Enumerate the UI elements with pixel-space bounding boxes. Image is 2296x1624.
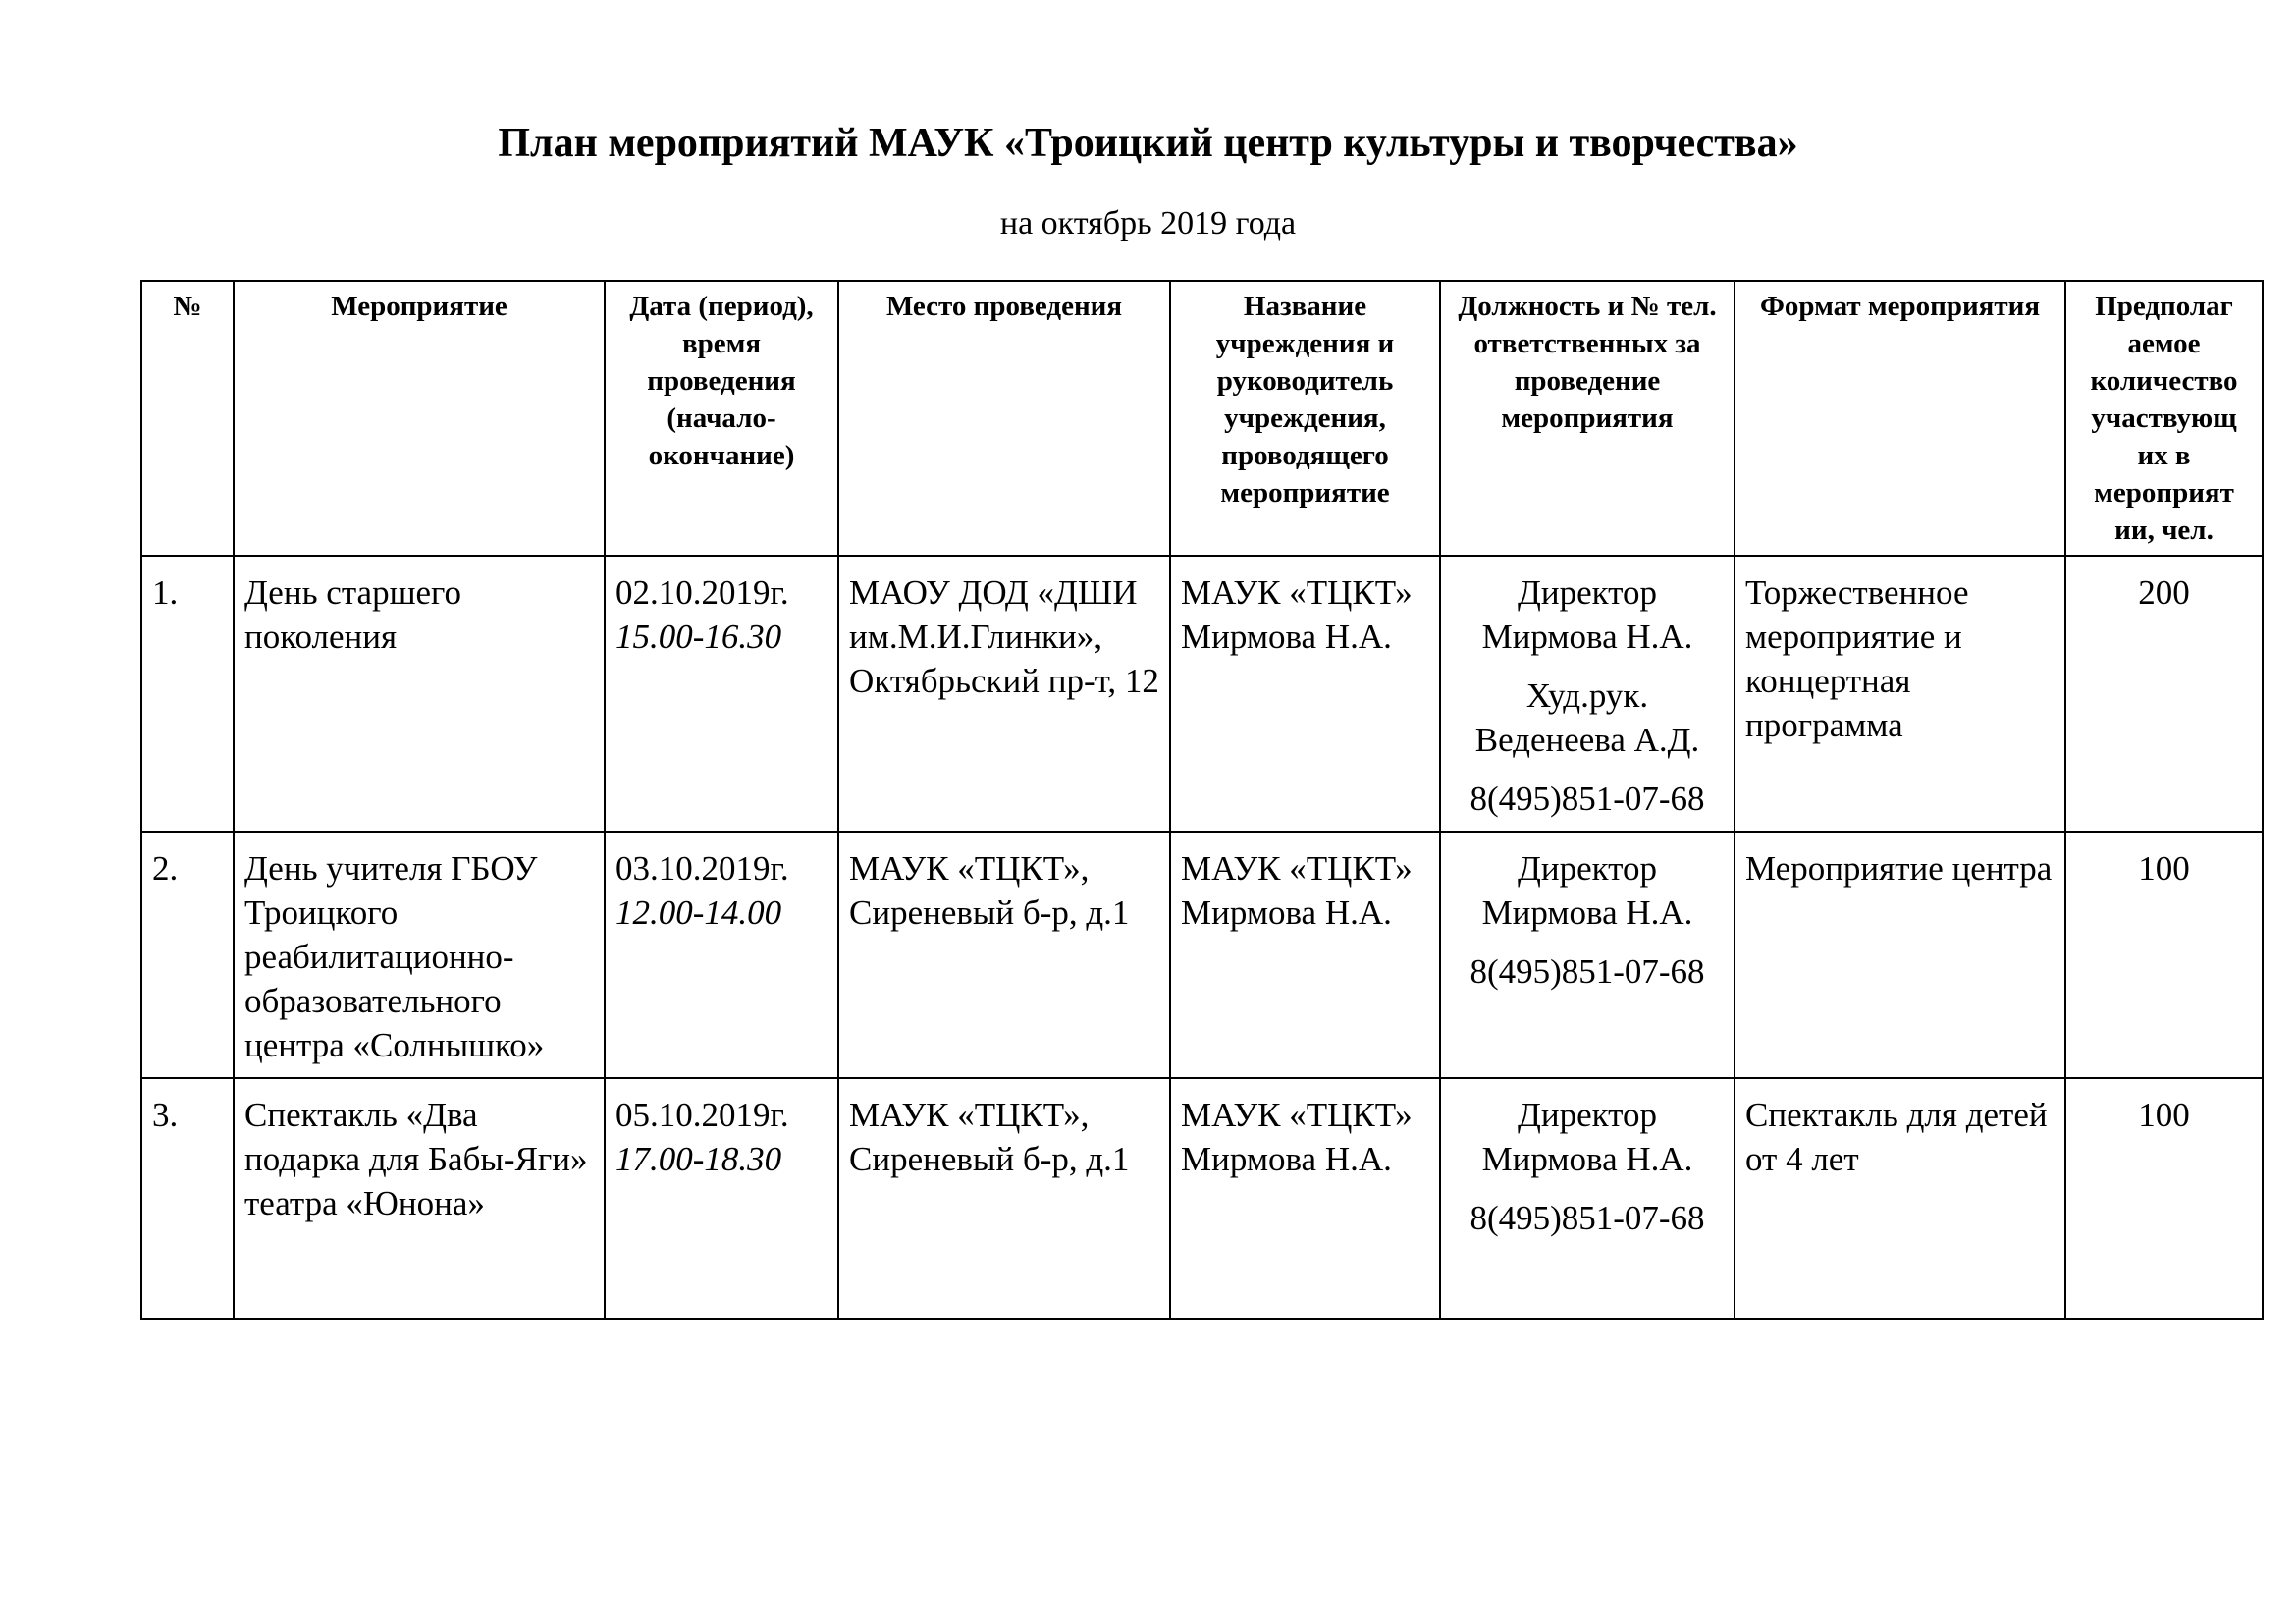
row-responsible [1440,1078,1735,1319]
row-format: Мероприятие центра [1735,832,2065,1078]
row-responsible-name: Мирмова Н.А. [1481,893,1693,932]
page-subtitle: на октябрь 2019 года [999,205,1297,242]
header-place: Место проведения [838,281,1170,556]
row-participants: 200 [2065,556,2263,832]
row-responsible-position: Директор [1517,573,1658,612]
row-number: 3. [141,1078,234,1319]
row-responsible-phone: 8(495)851-07-68 [1469,1199,1705,1237]
page-title: План мероприятий МАУК «Троицкий центр культуры и творчества» [498,121,1798,166]
row-responsible-name: Мирмова Н.А. [1481,1140,1693,1178]
row-format: Спектакль для детей от 4 лет [1735,1078,2065,1319]
events-table [140,280,2264,1320]
row-participants: 100 [2065,832,2263,1078]
row-event: Спектакль «Два подарка для Бабы-Яги» театра «Юнона» [234,1078,605,1319]
header-organization: Название учреждения и руководитель учреждения, проводящего мероприятие [1170,281,1440,556]
row-responsible-name-2: Веденеева А.Д. [1474,721,1700,759]
row-number: 1. [141,556,234,832]
row-participants: 100 [2065,1078,2263,1319]
row-responsible-position-2: Худ.рук. [1525,677,1649,715]
row-place: МАУК «ТЦКТ», Сиреневый б-р, д.1 [838,832,1170,1078]
header-participants: Предполаг аемое количество участвующ их в мероприят ии, чел. [2065,281,2263,556]
header-format: Формат мероприятия [1735,281,2065,556]
header-date: Дата (период), время проведения (начало-окончание) [605,281,838,556]
row-responsible-position: Директор [1517,849,1658,888]
row-time-value: 12.00-14.00 [615,893,782,932]
row-responsible-name: Мирмова Н.А. [1481,618,1693,656]
header-number: № [141,281,234,556]
row-date [605,556,838,832]
row-event: День учителя ГБОУ Троицкого реабилитационно-образовательного центра «Солнышко» [234,832,605,1078]
row-responsible-phone: 8(495)851-07-68 [1469,952,1705,991]
row-responsible [1440,556,1735,832]
row-organization: МАУК «ТЦКТ» Мирмова Н.А. [1170,832,1440,1078]
row-event: День старшего поколения [234,556,605,832]
row-organization: МАУК «ТЦКТ» Мирмова Н.А. [1170,1078,1440,1319]
row-date-value: 05.10.2019г. [615,1096,789,1134]
table-row [141,556,2263,832]
row-time-value: 17.00-18.30 [615,1140,782,1178]
header-event: Мероприятие [234,281,605,556]
row-format: Торжественное мероприятие и концертная программа [1735,556,2065,832]
row-date [605,1078,838,1319]
row-time-value: 15.00-16.30 [615,618,782,656]
header-responsible: Должность и № тел. ответственных за проведение мероприятия [1440,281,1735,556]
table-row [141,832,2263,1078]
row-number: 2. [141,832,234,1078]
row-date [605,832,838,1078]
table-header-row [141,281,2263,556]
row-date-value: 03.10.2019г. [615,849,789,888]
row-place: МАУК «ТЦКТ», Сиреневый б-р, д.1 [838,1078,1170,1319]
row-date-value: 02.10.2019г. [615,573,789,612]
row-organization: МАУК «ТЦКТ» Мирмова Н.А. [1170,556,1440,832]
row-place: МАОУ ДОД «ДШИ им.М.И.Глинки», Октябрьский пр-т, 12 [838,556,1170,832]
row-responsible-phone: 8(495)851-07-68 [1469,780,1705,818]
row-responsible-position: Директор [1517,1096,1658,1134]
table-row [141,1078,2263,1319]
row-responsible [1440,832,1735,1078]
